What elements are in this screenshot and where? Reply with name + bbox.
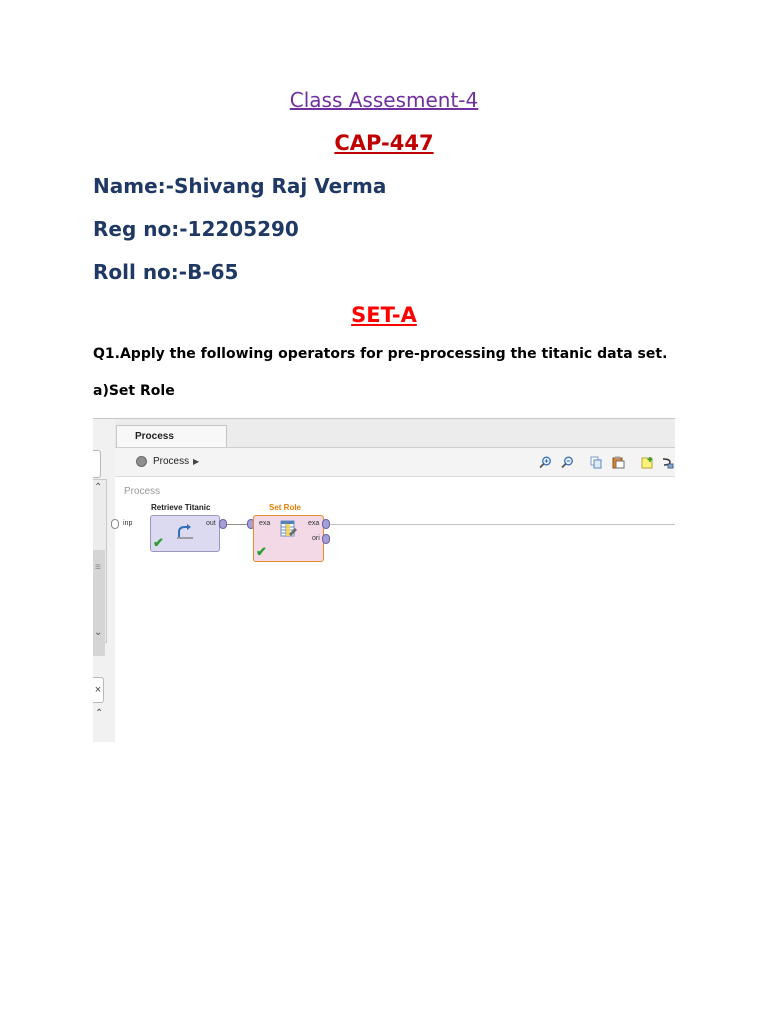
- connection-wire: [227, 524, 249, 525]
- left-panel-rail: [93, 419, 116, 742]
- vertical-scrollbar[interactable]: [93, 479, 107, 643]
- set-role-icon: [280, 520, 298, 538]
- zoom-out-icon[interactable]: [561, 456, 574, 469]
- process-toolbar: [115, 448, 675, 477]
- set-role-exa-out-port[interactable]: [322, 519, 330, 529]
- copy-icon[interactable]: [590, 456, 603, 469]
- tab-process[interactable]: Process: [116, 425, 227, 447]
- grip-icon: ≡: [95, 562, 101, 573]
- rail-collapsed-box: [93, 450, 101, 478]
- process-input-port-label: inp: [123, 520, 133, 527]
- question-part: a)Set Role: [93, 383, 175, 399]
- status-ok-icon: ✔: [153, 535, 164, 550]
- note-icon[interactable]: [641, 456, 654, 469]
- retrieve-icon: [176, 522, 194, 540]
- zoom-in-icon[interactable]: [539, 456, 552, 469]
- paste-icon[interactable]: [612, 456, 625, 469]
- set-label: SET-A: [351, 303, 417, 327]
- clear-icon[interactable]: ×: [93, 677, 104, 703]
- retrieve-titanic-title: Retrieve Titanic: [151, 503, 211, 512]
- set-role-title: Set Role: [269, 503, 302, 512]
- question-text: Q1.Apply the following operators for pre-processing the titanic data set.: [93, 346, 668, 362]
- tab-strip: [115, 419, 675, 448]
- process-icon: [136, 456, 147, 467]
- set-role-ori-out-port[interactable]: [322, 534, 330, 544]
- scroll-down-icon[interactable]: ⌄: [94, 627, 103, 638]
- set-role-ori-out-label: ori: [312, 535, 320, 542]
- rapidminer-screenshot: [93, 418, 675, 742]
- scroll-up-icon[interactable]: ⌃: [94, 482, 103, 493]
- set-role-exa-out-label: exa: [308, 520, 320, 527]
- retrieve-titanic-operator[interactable]: [150, 515, 220, 552]
- process-input-port[interactable]: [111, 519, 119, 529]
- breadcrumb[interactable]: Process: [153, 456, 190, 467]
- auto-wire-icon[interactable]: [661, 456, 674, 469]
- output-wire: [330, 524, 675, 525]
- document-title: Class Assesment-4: [289, 88, 479, 112]
- course-code: CAP-447: [334, 131, 434, 155]
- student-name: Name:-Shivang Raj Verma: [93, 174, 387, 198]
- set-role-operator[interactable]: [253, 515, 324, 562]
- scroll-up-icon[interactable]: ⌃: [95, 708, 104, 719]
- retrieve-out-port-label: out: [206, 520, 216, 527]
- roll-number: Roll no:-B-65: [93, 260, 239, 284]
- registration-number: Reg no:-12205290: [93, 217, 299, 241]
- breadcrumb-arrow-icon: ▶: [193, 457, 200, 466]
- status-ok-icon: ✔: [256, 544, 267, 559]
- retrieve-out-port[interactable]: [219, 519, 227, 529]
- set-role-in-port-label: exa: [259, 520, 271, 527]
- canvas-label: Process: [124, 486, 161, 497]
- process-canvas[interactable]: [115, 477, 675, 742]
